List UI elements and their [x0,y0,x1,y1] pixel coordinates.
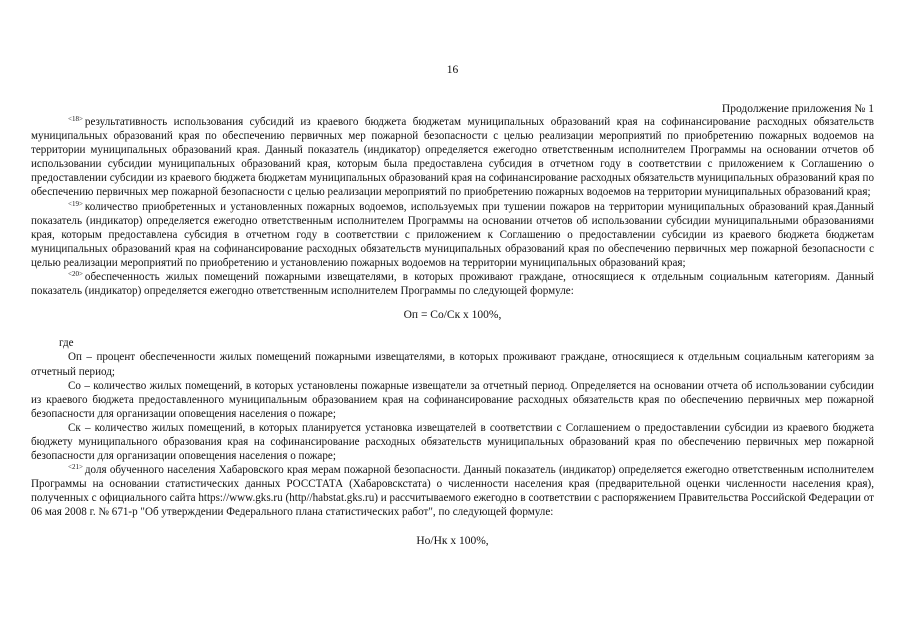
footnote-20-marker: <20> [68,270,83,279]
formula-trained-share: Но/Нк х 100%, [416,534,489,547]
footnote-19-text: количество приобретенных и установленных пожарных водоемов, используемых при тушении пожаров на территории муниципальных образований края.Данный показатель (индикатор) определяется ежегодно ответственным исполнителем Программы на основании отчетов об использовании субсидии муниципальными образованиями края, которым предоставлена субсидия в отчетном году в соответствии с приложением к Соглашению о предоставлении субсидии из краевого бюджета бюджетам муниципальных образований края на софинансирование расходных обязательств муниципальных образований края по обеспечению первичных мер пожарной безопасности с целью реализации мероприятий по приобретению и установлению пожарных водоемов на территории муниципальных образований края; [31,200,874,269]
appendix-continuation-note: Продолжение приложения № 1 [721,103,874,115]
footnote-19-marker: <19> [68,199,83,208]
definition-co: Со – количество жилых помещений, в которых установлены пожарные извещатели за отчетный период. Определяется на основании отчета об использовании субсидии из краевого бюджета предоставленного муниципальным образованием края на софинансирование расходных обязательств края по обеспечению первичных мер пожарной безопасности для организации оповещения населения о пожаре; [31,379,874,420]
where-label: где [59,337,74,350]
definition-ck: Ск – количество жилых помещений, в которых планируется установка извещателей в соответствии с Соглашением о предоставлении субсидии из краевого бюджета бюджету муниципального образования края на софинансирование расходных обязательств муниципальных образований края по обеспечению первичных мер пожарной безопасности для организации оповещения населения о пожаре; [31,421,874,463]
footnote-21-paragraph [31,463,874,519]
footnote-20-text: обеспеченность жилых помещений пожарными извещателями, в которых проживают граждане, относящиеся к отдельным социальным категориям. Данный показатель (индикатор) определяется ежегодно ответственным исполнителем Программы по следующей формуле: [31,271,874,298]
footnote-19-paragraph [31,200,874,270]
footnote-20-paragraph [31,270,874,298]
footnote-21-marker: <21> [68,463,83,472]
definition-op: Оп – процент обеспеченности жилых помещений пожарными извещателями, в которых проживают граждане, относящиеся к отдельным социальным категориям за отчетный период; [31,351,874,378]
page-number: 16 [446,64,459,76]
document-body [31,115,874,548]
footnote-21-text: доля обученного населения Хабаровского края мерам пожарной безопасности. Данный показатель (индикатор) определяется ежегодно ответственным исполнителем Программы на основании статистических данных РОССТАТА (Хабаровскстата) о численности населения края (предварительной оценки численности населения края), полученных с официального сайта https://www.gks.ru (http//habstat.gks.ru) и рассчитываемого ежегодно в соответствии с распоряжением Правительства Российской Федерации от 06 мая 2008 г. № 671-р "Об утверждении Федерального плана статистических работ", по следующей формуле: [31,464,874,519]
footnote-18-paragraph [31,115,874,200]
footnote-18-marker: <18> [68,115,83,123]
footnote-18-text: результативность использования субсидий из краевого бюджета бюджетам муниципальных образований края на софинансирование расходных обязательств муниципальных образований края по обеспечению первичных мер пожарной безопасности с целью реализации мероприятий по приобретению пожарных водоемов на территории муниципальных образований края. Данный показатель (индикатор) определяется ежегодно ответственным исполнителем Программы на основании отчетов об использовании субсидии муниципальных образований края, которым была предоставлена субсидия в отчетном году в соответствии с приложением к Соглашению о предоставлении субсидии из краевого бюджета бюджетам муниципальных образований края на софинансирование расходных обязательств муниципальных образований края по обеспечению первичных мер пожарной безопасности с целью реализации мероприятий по приобретению пожарных водоемов на территории муниципальных образований края; [31,116,874,199]
formula-provision-ratio: Оп = Со/Ск х 100%, [403,309,502,322]
